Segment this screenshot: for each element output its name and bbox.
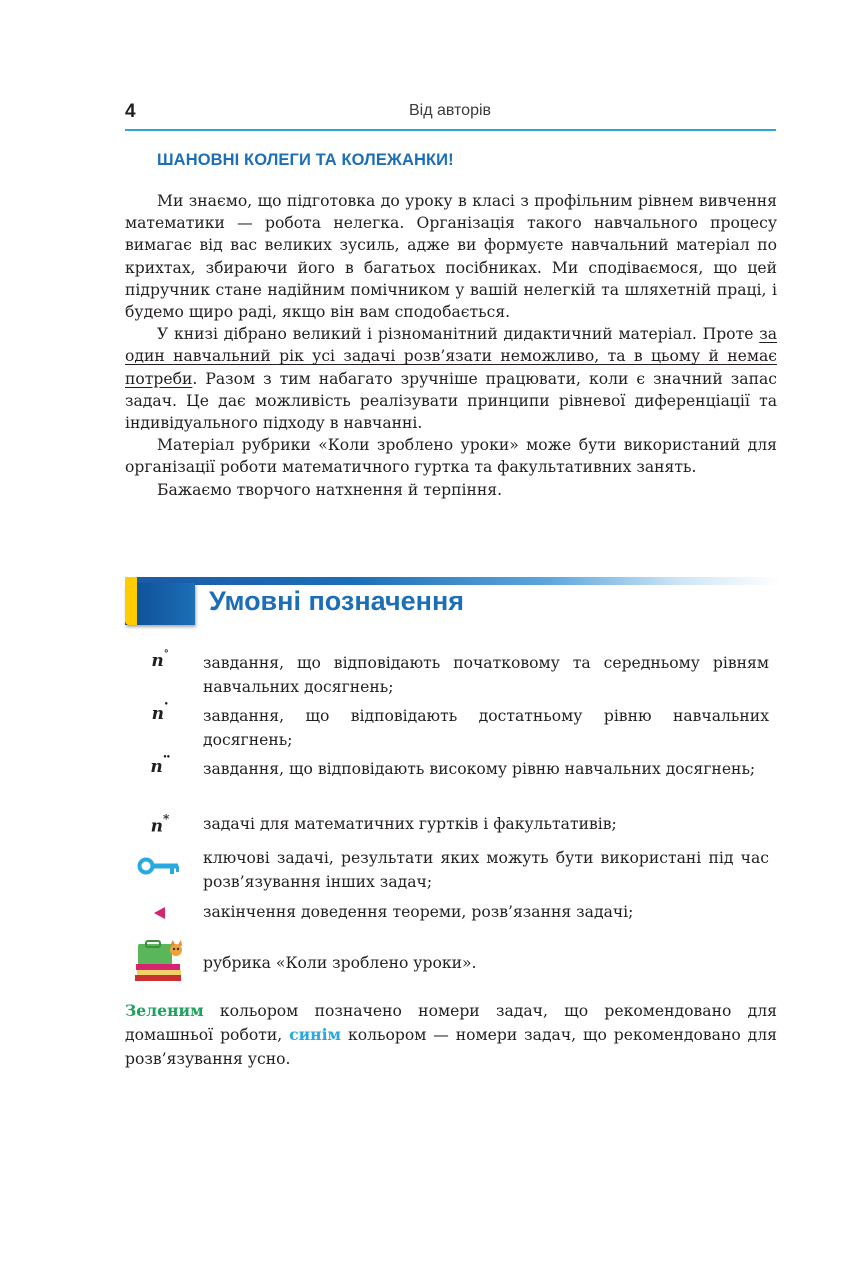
intro-paragraph: Ми знаємо, що підготовка до уроку в класі з профільним рівнем вивчення математики — робота нелегка. Організація такого навчального процесу вимагає від вас великих зусиль, адже ви формуєте навчальний матеріал по крихтах, збираючи його в багатьох посібниках. Ми сподіваємося, що цей підручник стане надійним помічником у вашій нелегкій та шляхетній праці, і будемо щиро раді, якщо він вам сподобається. <box>125 192 777 322</box>
note-text-run: кольором — номери задач, що рекомендовано для розв’язування усно. <box>125 1026 777 1068</box>
header-rule <box>125 129 776 131</box>
legend-text: завдання, що відповідають високому рівню навчальних досягнень; <box>203 760 756 778</box>
legend-text: завдання, що відповідають початковому та середньому рівням навчальних досягнень; <box>203 654 769 696</box>
intro-text <box>125 190 777 501</box>
key-icon <box>125 854 195 883</box>
symbol-base: n <box>151 651 164 671</box>
symbol-mark: •• <box>162 752 170 762</box>
color-coding-note <box>125 999 777 1071</box>
intro-text-run: . Разом з тим набагато зручніше працювати, коли є значний запас задач. Це дає можливість реалізувати принципи рівневої диференціації та індивідуального підходу в навчанні. <box>125 369 777 433</box>
underlined-phrase: за один навчальний рік усі задачі розв’язати неможливо, та в цьому й немає потреби <box>125 325 777 388</box>
end-marker-icon <box>125 905 195 926</box>
section-title: Умовні позначення <box>209 586 465 616</box>
n-star-symbol <box>125 814 195 837</box>
symbol-mark: • <box>163 699 169 709</box>
intro-paragraph <box>125 323 777 434</box>
symbol-base: n <box>150 757 163 777</box>
legend-text: задачі для математичних гуртків і факультативів; <box>203 815 617 833</box>
blue-word: синім <box>289 1025 342 1044</box>
n-circle-symbol <box>125 651 195 671</box>
legend-text: завдання, що відповідають достатньому рівню навчальних досягнень; <box>203 707 769 749</box>
legend-text: закінчення доведення теореми, розв’язання задачі; <box>203 903 634 921</box>
books-icon <box>125 938 195 989</box>
legend-text: рубрика «Коли зроблено уроки». <box>203 954 477 972</box>
n-two-dots-symbol <box>125 752 195 777</box>
symbol-mark: * <box>163 812 170 826</box>
green-word: Зеленим <box>125 1001 204 1020</box>
intro-text-run: У книзі дібрано великий і різноманітний дидактичний матеріал. Проте <box>157 325 760 344</box>
intro-paragraph: Матеріал рубрики «Коли зроблено уроки» може бути використаний для організації роботи математичного гуртка та факультативних занять. <box>125 436 777 477</box>
n-dot-symbol <box>125 699 195 724</box>
symbol-base: n <box>150 816 164 837</box>
note-text-run: кольором позначено номери задач, що рекомендовано для домашньої роботи, <box>125 1002 777 1044</box>
banner-bar <box>125 577 780 585</box>
greeting-heading: ШАНОВНІ КОЛЕГИ ТА КОЛЕЖАНКИ! <box>157 151 454 169</box>
symbol-mark: ° <box>163 649 169 661</box>
page-number: 4 <box>125 101 136 122</box>
legend-text: ключові задачі, результати яких можуть бути використані під час розв’язування інших задач; <box>203 849 769 891</box>
symbol-base: n <box>151 704 164 724</box>
running-head: Від авторів <box>408 102 492 119</box>
banner-accent <box>125 577 137 625</box>
intro-paragraph: Бажаємо творчого натхнення й терпіння. <box>157 480 503 499</box>
